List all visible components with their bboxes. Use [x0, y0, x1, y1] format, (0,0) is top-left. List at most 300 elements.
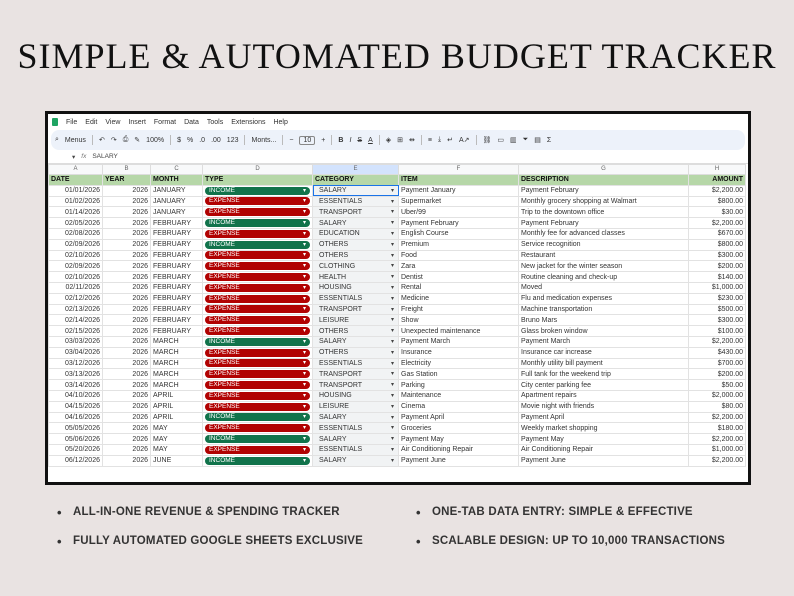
table-cell[interactable]: 2026: [103, 380, 151, 391]
table-cell[interactable]: $80.00: [689, 401, 746, 412]
table-cell[interactable]: FEBRUARY: [151, 315, 203, 326]
table-cell[interactable]: Payment February: [399, 218, 519, 229]
table-header-cell[interactable]: TYPE: [203, 175, 313, 186]
type-dropdown-chip[interactable]: EXPENSE ▾: [205, 392, 310, 400]
table-cell[interactable]: $2,200.00: [689, 218, 746, 229]
table-cell[interactable]: $700.00: [689, 358, 746, 369]
type-dropdown-chip[interactable]: EXPENSE ▾: [205, 424, 310, 432]
table-cell[interactable]: $230.00: [689, 293, 746, 304]
table-cell[interactable]: 2026: [103, 207, 151, 218]
table-cell[interactable]: MARCH: [151, 336, 203, 347]
category-dropdown-cell[interactable]: TRANSPORT ▾: [313, 207, 399, 218]
font-size-decrease-icon[interactable]: −: [289, 136, 294, 144]
type-dropdown-chip[interactable]: INCOME ▾: [205, 338, 310, 346]
category-dropdown-cell[interactable]: SALARY ▾: [313, 218, 399, 229]
category-dropdown-cell[interactable]: ESSENTIALS ▾: [313, 423, 399, 434]
table-cell[interactable]: Movie night with friends: [519, 401, 689, 412]
category-dropdown-cell[interactable]: EDUCATION ▾: [313, 228, 399, 239]
table-cell[interactable]: $200.00: [689, 261, 746, 272]
comment-icon[interactable]: ▭: [497, 137, 505, 144]
table-cell[interactable]: [203, 304, 313, 315]
type-dropdown-chip[interactable]: EXPENSE ▾: [205, 327, 310, 335]
table-cell[interactable]: 02/14/2026: [49, 315, 103, 326]
table-cell[interactable]: FEBRUARY: [151, 326, 203, 337]
table-cell[interactable]: Payment February: [519, 185, 689, 196]
table-cell[interactable]: JUNE: [151, 455, 203, 466]
category-dropdown-cell[interactable]: TRANSPORT ▾: [313, 369, 399, 380]
table-cell[interactable]: Rental: [399, 282, 519, 293]
table-cell[interactable]: FEBRUARY: [151, 293, 203, 304]
paint-format-icon[interactable]: ✎: [134, 137, 141, 144]
category-dropdown-cell[interactable]: LEISURE ▾: [313, 315, 399, 326]
strikethrough-icon[interactable]: S: [357, 136, 363, 144]
table-cell[interactable]: 04/16/2026: [49, 412, 103, 423]
category-dropdown-cell[interactable]: HOUSING ▾: [313, 390, 399, 401]
table-cell[interactable]: 2026: [103, 434, 151, 445]
table-cell[interactable]: 05/20/2026: [49, 444, 103, 455]
formula-input[interactable]: SALARY: [92, 153, 118, 160]
category-dropdown-cell[interactable]: TRANSPORT ▾: [313, 304, 399, 315]
table-cell[interactable]: $2,200.00: [689, 185, 746, 196]
table-cell[interactable]: $500.00: [689, 304, 746, 315]
column-letter[interactable]: C: [151, 165, 203, 175]
table-cell[interactable]: Apartment repairs: [519, 390, 689, 401]
currency-button[interactable]: $: [177, 136, 181, 144]
table-cell[interactable]: Moved: [519, 282, 689, 293]
table-cell[interactable]: FEBRUARY: [151, 218, 203, 229]
table-cell[interactable]: 2026: [103, 401, 151, 412]
table-cell[interactable]: [203, 272, 313, 283]
table-cell[interactable]: 2026: [103, 185, 151, 196]
table-cell[interactable]: 2026: [103, 315, 151, 326]
undo-icon[interactable]: ↶: [98, 137, 105, 144]
table-cell[interactable]: Weekly market shopping: [519, 423, 689, 434]
table-cell[interactable]: [203, 250, 313, 261]
table-cell[interactable]: Zara: [399, 261, 519, 272]
table-cell[interactable]: Air Conditioning Repair: [399, 444, 519, 455]
category-dropdown-cell[interactable]: TRANSPORT ▾: [313, 380, 399, 391]
table-cell[interactable]: 2026: [103, 444, 151, 455]
category-dropdown-cell[interactable]: OTHERS ▾: [313, 347, 399, 358]
category-dropdown-cell[interactable]: SALARY ▾: [313, 336, 399, 347]
table-cell[interactable]: $180.00: [689, 423, 746, 434]
font-size-input[interactable]: 10: [299, 136, 315, 145]
category-dropdown-cell[interactable]: SALARY ▾: [313, 185, 399, 196]
table-cell[interactable]: $800.00: [689, 239, 746, 250]
table-cell[interactable]: [203, 380, 313, 391]
table-cell[interactable]: [203, 239, 313, 250]
table-cell[interactable]: 2026: [103, 293, 151, 304]
table-cell[interactable]: 03/12/2026: [49, 358, 103, 369]
table-cell[interactable]: 02/12/2026: [49, 293, 103, 304]
table-cell[interactable]: FEBRUARY: [151, 228, 203, 239]
zoom-select[interactable]: 100%: [146, 136, 165, 144]
table-cell[interactable]: Payment June: [399, 455, 519, 466]
table-cell[interactable]: JANUARY: [151, 196, 203, 207]
table-cell[interactable]: Food: [399, 250, 519, 261]
table-cell[interactable]: Unexpected maintenance: [399, 326, 519, 337]
table-cell[interactable]: Restaurant: [519, 250, 689, 261]
type-dropdown-chip[interactable]: INCOME ▾: [205, 219, 310, 227]
table-cell[interactable]: Payment March: [399, 336, 519, 347]
table-cell[interactable]: Payment April: [399, 412, 519, 423]
views-icon[interactable]: ▤: [534, 137, 541, 144]
table-cell[interactable]: Freight: [399, 304, 519, 315]
type-dropdown-chip[interactable]: EXPENSE ▾: [205, 381, 310, 389]
table-cell[interactable]: 04/15/2026: [49, 401, 103, 412]
table-cell[interactable]: $800.00: [689, 196, 746, 207]
table-cell[interactable]: [203, 293, 313, 304]
table-cell[interactable]: New jacket for the winter season: [519, 261, 689, 272]
type-dropdown-chip[interactable]: INCOME ▾: [205, 413, 310, 421]
category-dropdown-cell[interactable]: SALARY ▾: [313, 434, 399, 445]
table-cell[interactable]: Service recognition: [519, 239, 689, 250]
column-letter[interactable]: G: [519, 165, 689, 175]
table-cell[interactable]: Payment January: [399, 185, 519, 196]
table-cell[interactable]: 2026: [103, 228, 151, 239]
table-cell[interactable]: MARCH: [151, 347, 203, 358]
table-cell[interactable]: 2026: [103, 239, 151, 250]
menu-format[interactable]: Format: [153, 118, 177, 126]
table-cell[interactable]: 02/09/2026: [49, 239, 103, 250]
table-cell[interactable]: JANUARY: [151, 185, 203, 196]
type-dropdown-chip[interactable]: EXPENSE ▾: [205, 446, 310, 454]
table-cell[interactable]: Machine transportation: [519, 304, 689, 315]
table-cell[interactable]: Payment May: [399, 434, 519, 445]
table-cell[interactable]: $50.00: [689, 380, 746, 391]
table-cell[interactable]: Electricity: [399, 358, 519, 369]
table-cell[interactable]: 01/02/2026: [49, 196, 103, 207]
table-cell[interactable]: English Course: [399, 228, 519, 239]
table-cell[interactable]: $670.00: [689, 228, 746, 239]
table-cell[interactable]: Full tank for the weekend trip: [519, 369, 689, 380]
table-cell[interactable]: 02/11/2026: [49, 282, 103, 293]
table-cell[interactable]: 2026: [103, 282, 151, 293]
type-dropdown-chip[interactable]: EXPENSE ▾: [205, 197, 310, 205]
table-cell[interactable]: Routine cleaning and check-up: [519, 272, 689, 283]
table-cell[interactable]: 02/10/2026: [49, 272, 103, 283]
menu-file[interactable]: File: [66, 118, 78, 126]
table-header-cell[interactable]: YEAR: [103, 175, 151, 186]
type-dropdown-chip[interactable]: INCOME ▾: [205, 435, 310, 443]
table-header-cell[interactable]: DESCRIPTION: [519, 175, 689, 186]
table-header-cell[interactable]: DATE: [49, 175, 103, 186]
wrap-icon[interactable]: ↵: [447, 137, 453, 144]
table-cell[interactable]: $2,200.00: [689, 336, 746, 347]
type-dropdown-chip[interactable]: EXPENSE ▾: [205, 284, 310, 292]
table-cell[interactable]: JANUARY: [151, 207, 203, 218]
table-cell[interactable]: 02/13/2026: [49, 304, 103, 315]
number-format-button[interactable]: 123: [226, 136, 239, 144]
table-cell[interactable]: 02/09/2026: [49, 261, 103, 272]
table-cell[interactable]: Payment May: [519, 434, 689, 445]
table-cell[interactable]: FEBRUARY: [151, 304, 203, 315]
table-cell[interactable]: $300.00: [689, 315, 746, 326]
chart-icon[interactable]: ▥: [510, 137, 517, 144]
table-cell[interactable]: 2026: [103, 412, 151, 423]
table-cell[interactable]: 06/12/2026: [49, 455, 103, 466]
table-cell[interactable]: Monthly grocery shopping at Walmart: [519, 196, 689, 207]
italic-icon[interactable]: I: [349, 136, 352, 144]
table-cell[interactable]: Bruno Mars: [519, 315, 689, 326]
table-cell[interactable]: [203, 218, 313, 229]
type-dropdown-chip[interactable]: EXPENSE ▾: [205, 305, 310, 313]
table-cell[interactable]: $200.00: [689, 369, 746, 380]
table-cell[interactable]: 2026: [103, 250, 151, 261]
align-icon[interactable]: ≡: [427, 136, 432, 144]
font-select[interactable]: Monts...: [251, 136, 277, 144]
table-cell[interactable]: MAY: [151, 434, 203, 445]
menu-extensions[interactable]: Extensions: [231, 118, 266, 126]
table-cell[interactable]: Monthly fee for advanced classes: [519, 228, 689, 239]
table-cell[interactable]: APRIL: [151, 401, 203, 412]
table-cell[interactable]: $2,200.00: [689, 434, 746, 445]
table-cell[interactable]: 02/15/2026: [49, 326, 103, 337]
table-row: [49, 412, 746, 423]
table-cell[interactable]: Monthly utility bill payment: [519, 358, 689, 369]
table-cell[interactable]: Groceries: [399, 423, 519, 434]
table-cell[interactable]: Payment June: [519, 455, 689, 466]
table-cell[interactable]: Premium: [399, 239, 519, 250]
table-cell[interactable]: 2026: [103, 304, 151, 315]
menu-data[interactable]: Data: [184, 118, 199, 126]
table-cell[interactable]: [203, 347, 313, 358]
table-cell[interactable]: City center parking fee: [519, 380, 689, 391]
table-cell[interactable]: 2026: [103, 336, 151, 347]
table-cell[interactable]: 02/10/2026: [49, 250, 103, 261]
table-cell[interactable]: $140.00: [689, 272, 746, 283]
type-dropdown-chip[interactable]: EXPENSE ▾: [205, 316, 310, 324]
table-cell[interactable]: 01/01/2026: [49, 185, 103, 196]
table-cell[interactable]: $300.00: [689, 250, 746, 261]
type-dropdown-chip[interactable]: INCOME ▾: [205, 241, 310, 249]
table-cell[interactable]: FEBRUARY: [151, 250, 203, 261]
table-cell[interactable]: Parking: [399, 380, 519, 391]
table-cell[interactable]: $1,000.00: [689, 282, 746, 293]
table-cell[interactable]: MAY: [151, 444, 203, 455]
table-cell[interactable]: MARCH: [151, 369, 203, 380]
table-cell[interactable]: 2026: [103, 196, 151, 207]
bold-icon[interactable]: B: [338, 136, 344, 144]
type-dropdown-chip[interactable]: INCOME ▾: [205, 187, 310, 195]
table-cell[interactable]: Uber/99: [399, 207, 519, 218]
percent-button[interactable]: %: [186, 136, 194, 144]
filter-icon[interactable]: ⏷: [522, 136, 529, 143]
table-cell[interactable]: FEBRUARY: [151, 261, 203, 272]
table-cell[interactable]: [203, 401, 313, 412]
table-cell[interactable]: Air Conditioning Repair: [519, 444, 689, 455]
table-header-row: [49, 175, 746, 186]
menu-view[interactable]: View: [105, 118, 121, 126]
menu-help[interactable]: Help: [273, 118, 288, 126]
category-dropdown-cell[interactable]: OTHERS ▾: [313, 326, 399, 337]
table-cell[interactable]: $1,000.00: [689, 444, 746, 455]
table-cell[interactable]: $2,200.00: [689, 455, 746, 466]
text-color-icon[interactable]: A: [368, 136, 373, 144]
type-dropdown-chip[interactable]: EXPENSE ▾: [205, 359, 310, 367]
table-cell[interactable]: $30.00: [689, 207, 746, 218]
table-cell[interactable]: [203, 261, 313, 272]
type-dropdown-chip[interactable]: EXPENSE ▾: [205, 251, 310, 259]
valign-icon[interactable]: ⤓: [437, 136, 442, 143]
table-cell[interactable]: Gas Station: [399, 369, 519, 380]
type-dropdown-chip[interactable]: EXPENSE ▾: [205, 403, 310, 411]
table-cell[interactable]: [203, 282, 313, 293]
table-header-cell[interactable]: AMOUNT: [689, 175, 746, 186]
category-dropdown-cell[interactable]: OTHERS ▾: [313, 239, 399, 250]
table-cell[interactable]: 2026: [103, 455, 151, 466]
table-cell[interactable]: FEBRUARY: [151, 272, 203, 283]
type-dropdown-chip[interactable]: EXPENSE ▾: [205, 349, 310, 357]
menu-edit[interactable]: Edit: [85, 118, 98, 126]
menu-bar: [48, 114, 748, 130]
column-letter[interactable]: H: [689, 165, 746, 175]
type-dropdown-chip[interactable]: EXPENSE ▾: [205, 370, 310, 378]
table-cell[interactable]: Supermarket: [399, 196, 519, 207]
data-grid: [48, 164, 746, 467]
table-cell[interactable]: [203, 434, 313, 445]
name-box-dropdown-icon[interactable]: ▾: [72, 153, 76, 161]
table-cell[interactable]: 02/08/2026: [49, 228, 103, 239]
table-cell[interactable]: 04/10/2026: [49, 390, 103, 401]
table-cell[interactable]: [203, 455, 313, 466]
table-cell[interactable]: 05/05/2026: [49, 423, 103, 434]
table-cell[interactable]: 2026: [103, 369, 151, 380]
table-cell[interactable]: Trip to the downtown office: [519, 207, 689, 218]
column-letter[interactable]: A: [49, 165, 103, 175]
table-cell[interactable]: [203, 412, 313, 423]
table-cell[interactable]: Insurance: [399, 347, 519, 358]
column-letter[interactable]: D: [203, 165, 313, 175]
table-cell[interactable]: [203, 228, 313, 239]
type-dropdown-chip[interactable]: EXPENSE ▾: [205, 262, 310, 270]
table-header-cell[interactable]: CATEGORY: [313, 175, 399, 186]
table-cell[interactable]: 2026: [103, 272, 151, 283]
table-cell[interactable]: 2026: [103, 423, 151, 434]
column-letter[interactable]: E: [313, 165, 399, 175]
table-cell[interactable]: MARCH: [151, 358, 203, 369]
table-cell[interactable]: 01/14/2026: [49, 207, 103, 218]
table-cell[interactable]: 03/14/2026: [49, 380, 103, 391]
merge-cells-icon[interactable]: ⇹: [409, 137, 415, 144]
table-cell[interactable]: [203, 444, 313, 455]
redo-icon[interactable]: ↷: [110, 137, 117, 144]
table-cell[interactable]: Dentist: [399, 272, 519, 283]
rotate-icon[interactable]: A↗: [458, 137, 470, 144]
table-cell[interactable]: 2026: [103, 261, 151, 272]
category-dropdown-cell[interactable]: ESSENTIALS ▾: [313, 358, 399, 369]
category-dropdown-cell[interactable]: OTHERS ▾: [313, 250, 399, 261]
table-cell[interactable]: [203, 369, 313, 380]
table-cell[interactable]: 2026: [103, 358, 151, 369]
table-cell[interactable]: FEBRUARY: [151, 239, 203, 250]
table-cell[interactable]: 03/13/2026: [49, 369, 103, 380]
type-dropdown-chip[interactable]: EXPENSE ▾: [205, 295, 310, 303]
category-dropdown-cell[interactable]: SALARY ▾: [313, 412, 399, 423]
table-cell[interactable]: FEBRUARY: [151, 282, 203, 293]
table-cell[interactable]: Insurance car increase: [519, 347, 689, 358]
fill-color-icon[interactable]: ◈: [385, 137, 392, 144]
column-letter[interactable]: B: [103, 165, 151, 175]
table-cell[interactable]: MARCH: [151, 380, 203, 391]
table-cell[interactable]: APRIL: [151, 412, 203, 423]
table-cell[interactable]: 2026: [103, 347, 151, 358]
link-icon[interactable]: ⛓: [482, 137, 492, 144]
borders-icon[interactable]: ⊞: [397, 137, 403, 144]
category-dropdown-cell[interactable]: CLOTHING ▾: [313, 261, 399, 272]
table-cell[interactable]: Flu and medication expenses: [519, 293, 689, 304]
table-header-cell[interactable]: MONTH: [151, 175, 203, 186]
table-row: [49, 358, 746, 369]
functions-icon[interactable]: Σ: [546, 136, 552, 144]
menu-insert[interactable]: Insert: [128, 118, 146, 126]
category-dropdown-cell[interactable]: SALARY ▾: [313, 455, 399, 466]
table-cell[interactable]: 2026: [103, 390, 151, 401]
category-dropdown-cell[interactable]: LEISURE ▾: [313, 401, 399, 412]
search-icon[interactable]: ⌕: [55, 136, 59, 143]
type-dropdown-chip[interactable]: INCOME ▾: [205, 457, 310, 465]
table-cell[interactable]: 2026: [103, 326, 151, 337]
table-cell[interactable]: [203, 423, 313, 434]
table-header-cell[interactable]: ITEM: [399, 175, 519, 186]
table-cell[interactable]: [203, 185, 313, 196]
table-cell[interactable]: [203, 358, 313, 369]
table-cell[interactable]: Show: [399, 315, 519, 326]
table-cell[interactable]: Medicine: [399, 293, 519, 304]
menus-search[interactable]: Menus: [64, 136, 86, 144]
decrease-decimal-button[interactable]: .0: [199, 136, 206, 144]
table-cell[interactable]: Payment March: [519, 336, 689, 347]
category-dropdown-cell[interactable]: HOUSING ▾: [313, 282, 399, 293]
category-dropdown-cell[interactable]: ESSENTIALS ▾: [313, 196, 399, 207]
table-cell[interactable]: 2026: [103, 218, 151, 229]
table-cell[interactable]: Payment April: [519, 412, 689, 423]
table-cell[interactable]: [203, 315, 313, 326]
table-cell[interactable]: MAY: [151, 423, 203, 434]
table-cell[interactable]: $2,200.00: [689, 412, 746, 423]
column-letter[interactable]: F: [399, 165, 519, 175]
table-cell[interactable]: $2,000.00: [689, 390, 746, 401]
type-dropdown-chip[interactable]: EXPENSE ▾: [205, 208, 310, 216]
menu-tools[interactable]: Tools: [206, 118, 224, 126]
increase-decimal-button[interactable]: .00: [211, 136, 221, 144]
category-dropdown-cell[interactable]: HEALTH ▾: [313, 272, 399, 283]
table-cell[interactable]: $100.00: [689, 326, 746, 337]
table-cell[interactable]: [203, 336, 313, 347]
table-cell[interactable]: Maintenance: [399, 390, 519, 401]
table-cell[interactable]: Glass broken window: [519, 326, 689, 337]
table-cell[interactable]: APRIL: [151, 390, 203, 401]
table-cell[interactable]: [203, 207, 313, 218]
table-cell[interactable]: 03/04/2026: [49, 347, 103, 358]
font-size-increase-icon[interactable]: +: [321, 136, 326, 144]
table-row: [49, 293, 746, 304]
type-dropdown-chip[interactable]: EXPENSE ▾: [205, 230, 310, 238]
type-dropdown-chip[interactable]: EXPENSE ▾: [205, 273, 310, 281]
table-cell[interactable]: Payment February: [519, 218, 689, 229]
table-cell[interactable]: 02/05/2026: [49, 218, 103, 229]
table-cell[interactable]: 03/03/2026: [49, 336, 103, 347]
table-cell[interactable]: [203, 390, 313, 401]
table-cell[interactable]: $430.00: [689, 347, 746, 358]
category-dropdown-cell[interactable]: ESSENTIALS ▾: [313, 293, 399, 304]
table-cell[interactable]: Cinema: [399, 401, 519, 412]
table-cell[interactable]: [203, 196, 313, 207]
table-cell[interactable]: 05/06/2026: [49, 434, 103, 445]
table-cell[interactable]: [203, 326, 313, 337]
category-dropdown-cell[interactable]: ESSENTIALS ▾: [313, 444, 399, 455]
print-icon[interactable]: ⎙: [122, 136, 129, 143]
